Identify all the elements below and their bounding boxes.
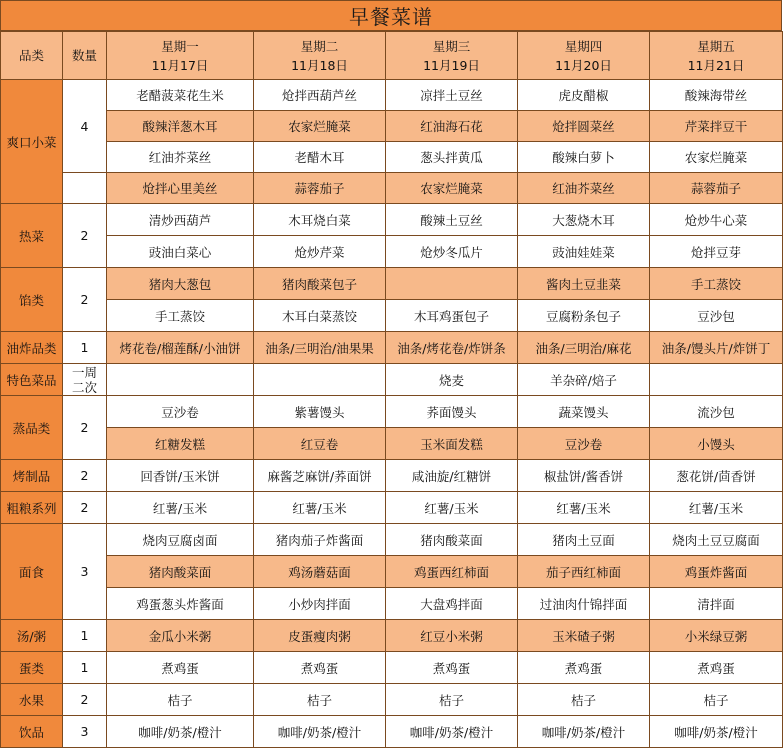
dish-cell: 桔子 xyxy=(386,684,518,716)
dish-cell: 猪肉茄子炸酱面 xyxy=(254,524,386,556)
dish-cell: 农家烂腌菜 xyxy=(254,111,386,142)
category-cell: 热菜 xyxy=(1,204,63,268)
dish-cell: 咸油旋/红糖饼 xyxy=(386,460,518,492)
count-cell-empty xyxy=(63,173,107,204)
dish-cell: 麻酱芝麻饼/荞面饼 xyxy=(254,460,386,492)
day-date: 11月17日 xyxy=(151,57,209,73)
dish-cell: 桔子 xyxy=(254,684,386,716)
dish-cell: 大葱烧木耳 xyxy=(518,204,650,236)
dish-cell: 大盘鸡拌面 xyxy=(386,588,518,620)
dish-cell: 炝炒芹菜 xyxy=(254,236,386,268)
menu-row xyxy=(1,652,783,684)
dish-cell: 手工蒸饺 xyxy=(107,300,254,332)
dish-cell: 炝拌心里美丝 xyxy=(107,173,254,204)
menu-row xyxy=(1,428,783,460)
dish-cell: 豆沙卷 xyxy=(107,396,254,428)
menu-row xyxy=(1,142,783,173)
menu-row xyxy=(1,684,783,716)
dish-cell xyxy=(650,364,783,396)
category-header: 品类 xyxy=(1,32,63,80)
dish-cell xyxy=(254,364,386,396)
dish-cell: 金瓜小米粥 xyxy=(107,620,254,652)
day-weekday: 星期二 xyxy=(300,38,339,54)
dish-cell: 炝拌豆芽 xyxy=(650,236,783,268)
category-cell: 油炸品类 xyxy=(1,332,63,364)
count-cell: 3 xyxy=(63,716,107,748)
dish-cell: 蒜蓉茄子 xyxy=(254,173,386,204)
day-weekday: 星期三 xyxy=(432,38,471,54)
dish-cell: 炝炒牛心菜 xyxy=(650,204,783,236)
menu-row xyxy=(1,236,783,268)
day-date: 11月19日 xyxy=(423,57,480,73)
menu-row xyxy=(1,332,783,364)
dish-cell: 豆沙包 xyxy=(650,300,783,332)
dish-cell: 咖啡/奶茶/橙汁 xyxy=(254,716,386,748)
category-cell: 水果 xyxy=(1,684,63,716)
dish-cell: 木耳烧白菜 xyxy=(254,204,386,236)
menu-row xyxy=(1,556,783,588)
category-cell: 馅类 xyxy=(1,268,63,332)
dish-cell: 红油海石花 xyxy=(386,111,518,142)
dish-cell: 酸辣洋葱木耳 xyxy=(107,111,254,142)
dish-cell: 小炒肉拌面 xyxy=(254,588,386,620)
count-cell: 1 xyxy=(63,332,107,364)
dish-cell: 酸辣海带丝 xyxy=(650,80,783,111)
category-cell: 粗粮系列 xyxy=(1,492,63,524)
dish-cell: 玉米面发糕 xyxy=(386,428,518,460)
dish-cell: 红糖发糕 xyxy=(107,428,254,460)
count-cell: 一周二次 xyxy=(63,364,107,396)
dish-cell: 红薯/玉米 xyxy=(386,492,518,524)
dish-cell: 桔子 xyxy=(650,684,783,716)
dish-cell xyxy=(386,268,518,300)
dish-cell: 木耳白菜蒸饺 xyxy=(254,300,386,332)
dish-cell: 桔子 xyxy=(107,684,254,716)
dish-cell: 老醋菠菜花生米 xyxy=(107,80,254,111)
day-weekday: 星期四 xyxy=(564,38,603,54)
dish-cell: 油条/馒头片/炸饼丁 xyxy=(650,332,783,364)
dish-cell: 炝拌西葫芦丝 xyxy=(254,80,386,111)
dish-cell: 烤花卷/榴莲酥/小油饼 xyxy=(107,332,254,364)
category-cell: 汤/粥 xyxy=(1,620,63,652)
count-header: 数量 xyxy=(63,32,107,80)
dish-cell: 酸辣土豆丝 xyxy=(386,204,518,236)
dish-cell: 煮鸡蛋 xyxy=(107,652,254,684)
dish-cell: 咖啡/奶茶/橙汁 xyxy=(386,716,518,748)
menu-row xyxy=(1,364,783,396)
day-header xyxy=(254,32,386,80)
dish-cell: 红豆卷 xyxy=(254,428,386,460)
day-date: 11月18日 xyxy=(291,57,348,73)
dish-cell: 咖啡/奶茶/橙汁 xyxy=(650,716,783,748)
dish-cell: 蒜蓉茄子 xyxy=(650,173,783,204)
dish-cell: 过油肉什锦拌面 xyxy=(518,588,650,620)
dish-cell: 豉油娃娃菜 xyxy=(518,236,650,268)
dish-cell: 小馒头 xyxy=(650,428,783,460)
menu-title: 早餐菜谱 xyxy=(0,0,782,31)
category-cell: 烤制品 xyxy=(1,460,63,492)
dish-cell: 酱肉土豆韭菜 xyxy=(518,268,650,300)
dish-cell: 烧麦 xyxy=(386,364,518,396)
count-cell: 2 xyxy=(63,396,107,460)
category-cell: 爽口小菜 xyxy=(1,80,63,204)
dish-cell: 蔬菜馒头 xyxy=(518,396,650,428)
dish-cell: 农家烂腌菜 xyxy=(650,142,783,173)
dish-cell: 豆沙卷 xyxy=(518,428,650,460)
category-cell: 蒸品类 xyxy=(1,396,63,460)
menu-row xyxy=(1,588,783,620)
count-cell: 2 xyxy=(63,684,107,716)
dish-cell: 煮鸡蛋 xyxy=(254,652,386,684)
day-date: 11月21日 xyxy=(687,57,745,73)
dish-cell: 桔子 xyxy=(518,684,650,716)
day-header xyxy=(650,32,783,80)
dish-cell: 凉拌土豆丝 xyxy=(386,80,518,111)
menu-row xyxy=(1,524,783,556)
count-cell: 3 xyxy=(63,524,107,620)
category-cell: 面食 xyxy=(1,524,63,620)
day-header xyxy=(107,32,254,80)
dish-cell: 红薯/玉米 xyxy=(254,492,386,524)
dish-cell: 豉油白菜心 xyxy=(107,236,254,268)
dish-cell: 猪肉酸菜面 xyxy=(107,556,254,588)
count-cell: 2 xyxy=(63,204,107,268)
dish-cell: 煮鸡蛋 xyxy=(518,652,650,684)
day-weekday: 星期五 xyxy=(697,38,735,54)
menu-row xyxy=(1,492,783,524)
dish-cell: 茄子西红柿面 xyxy=(518,556,650,588)
dish-cell: 油条/烤花卷/炸饼条 xyxy=(386,332,518,364)
menu-row xyxy=(1,204,783,236)
dish-cell: 农家烂腌菜 xyxy=(386,173,518,204)
dish-cell: 猪肉酸菜包子 xyxy=(254,268,386,300)
day-weekday: 星期一 xyxy=(161,38,199,54)
dish-cell: 红薯/玉米 xyxy=(107,492,254,524)
category-cell: 特色菜品 xyxy=(1,364,63,396)
dish-cell: 清炒西葫芦 xyxy=(107,204,254,236)
dish-cell: 葱头拌黄瓜 xyxy=(386,142,518,173)
dish-cell: 玉米碴子粥 xyxy=(518,620,650,652)
header-row xyxy=(1,32,783,80)
day-header xyxy=(386,32,518,80)
dish-cell: 鸡蛋西红柿面 xyxy=(386,556,518,588)
menu-row xyxy=(1,80,783,111)
day-date: 11月20日 xyxy=(555,57,612,73)
count-cell: 2 xyxy=(63,492,107,524)
menu-row xyxy=(1,268,783,300)
menu-row xyxy=(1,620,783,652)
dish-cell: 红油芥菜丝 xyxy=(107,142,254,173)
dish-cell: 烧肉豆腐卤面 xyxy=(107,524,254,556)
dish-cell: 芹菜拌豆干 xyxy=(650,111,783,142)
dish-cell: 豆腐粉条包子 xyxy=(518,300,650,332)
dish-cell: 酸辣白萝卜 xyxy=(518,142,650,173)
dish-cell: 羊杂碎/焙子 xyxy=(518,364,650,396)
dish-cell: 清拌面 xyxy=(650,588,783,620)
menu-table xyxy=(0,31,783,748)
menu-row xyxy=(1,716,783,748)
menu-row xyxy=(1,396,783,428)
category-cell: 蛋类 xyxy=(1,652,63,684)
dish-cell: 鸡蛋炸酱面 xyxy=(650,556,783,588)
dish-cell: 猪肉酸菜面 xyxy=(386,524,518,556)
dish-cell: 手工蒸饺 xyxy=(650,268,783,300)
dish-cell: 椒盐饼/酱香饼 xyxy=(518,460,650,492)
dish-cell: 皮蛋瘦肉粥 xyxy=(254,620,386,652)
count-cell: 2 xyxy=(63,268,107,332)
dish-cell: 木耳鸡蛋包子 xyxy=(386,300,518,332)
dish-cell: 猪肉大葱包 xyxy=(107,268,254,300)
dish-cell xyxy=(107,364,254,396)
dish-cell: 红薯/玉米 xyxy=(518,492,650,524)
dish-cell: 红豆小米粥 xyxy=(386,620,518,652)
dish-cell: 咖啡/奶茶/橙汁 xyxy=(107,716,254,748)
dish-cell: 炝拌圆菜丝 xyxy=(518,111,650,142)
dish-cell: 红油芥菜丝 xyxy=(518,173,650,204)
menu-row xyxy=(1,173,783,204)
dish-cell: 葱花饼/茴香饼 xyxy=(650,460,783,492)
dish-cell: 猪肉土豆面 xyxy=(518,524,650,556)
dish-cell: 咖啡/奶茶/橙汁 xyxy=(518,716,650,748)
dish-cell: 回香饼/玉米饼 xyxy=(107,460,254,492)
dish-cell: 油条/三明治/麻花 xyxy=(518,332,650,364)
dish-cell: 小米绿豆粥 xyxy=(650,620,783,652)
day-header xyxy=(518,32,650,80)
menu-row xyxy=(1,460,783,492)
dish-cell: 紫薯馒头 xyxy=(254,396,386,428)
dish-cell: 红薯/玉米 xyxy=(650,492,783,524)
dish-cell: 老醋木耳 xyxy=(254,142,386,173)
dish-cell: 鸡蛋葱头炸酱面 xyxy=(107,588,254,620)
count-cell: 4 xyxy=(63,80,107,173)
count-cell: 1 xyxy=(63,652,107,684)
dish-cell: 虎皮醋椒 xyxy=(518,80,650,111)
dish-cell: 鸡汤蘑菇面 xyxy=(254,556,386,588)
dish-cell: 荞面馒头 xyxy=(386,396,518,428)
menu-row xyxy=(1,300,783,332)
count-cell: 2 xyxy=(63,460,107,492)
menu-row xyxy=(1,111,783,142)
count-cell: 1 xyxy=(63,620,107,652)
dish-cell: 炝炒冬瓜片 xyxy=(386,236,518,268)
dish-cell: 油条/三明治/油果果 xyxy=(254,332,386,364)
dish-cell: 煮鸡蛋 xyxy=(386,652,518,684)
dish-cell: 烧肉土豆豆腐面 xyxy=(650,524,783,556)
dish-cell: 煮鸡蛋 xyxy=(650,652,783,684)
category-cell: 饮品 xyxy=(1,716,63,748)
dish-cell: 流沙包 xyxy=(650,396,783,428)
